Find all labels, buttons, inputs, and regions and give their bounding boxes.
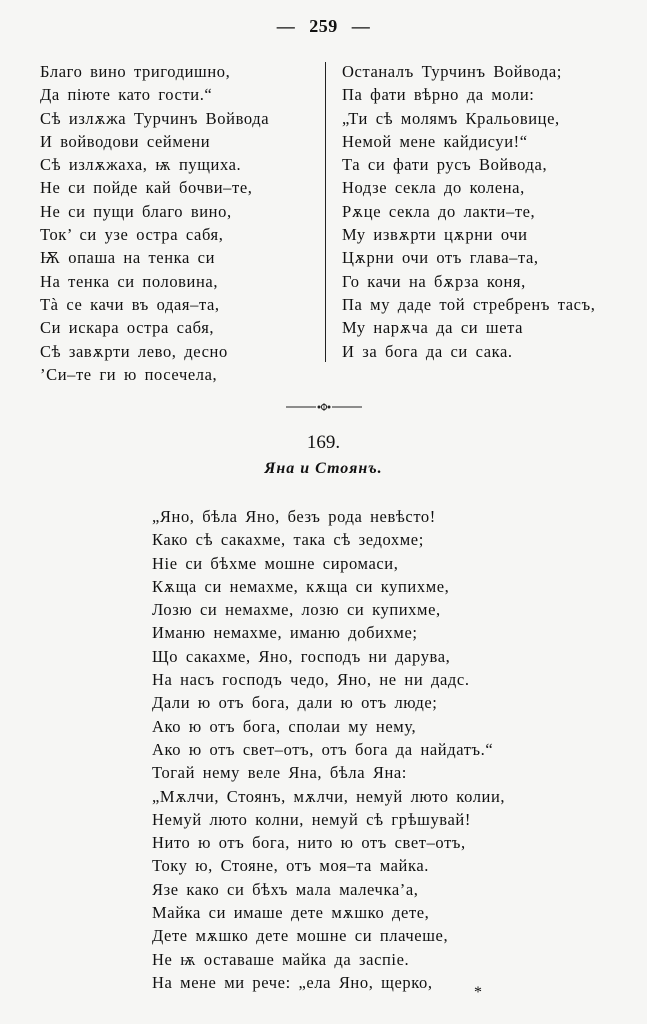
verse-line: „Яно, бѣла Яно, безъ рода невѣсто!: [152, 507, 436, 526]
verse-line: Не си пойде кай бочви–те,: [40, 178, 253, 198]
verse-line: Ѭ опаша на тенка си: [40, 248, 216, 268]
verse-line: Го качи на бѫрза коня,: [342, 271, 526, 291]
verse-line: „Мѫлчи, Стоянъ, мѫлчи, немуй люто колии,: [152, 786, 506, 806]
top-poem-left-column: [40, 60, 310, 386]
footnote-asterisk: *: [474, 984, 482, 1001]
verse-line: На мене ми рече: „ела Яно, щерко,: [152, 972, 433, 992]
verse-line: Да піюте като гости.“: [40, 85, 213, 105]
verse-line: Немуй люто колни, немуй сѣ грѣшувай!: [152, 809, 471, 829]
verse-line: Тогай нему веле Яна, бѣла Яна:: [152, 763, 407, 783]
verse-line: На тенка си половина,: [40, 271, 219, 291]
verse-line: Цѫрни очи отъ глава–та,: [342, 248, 539, 268]
page-number: [0, 16, 647, 37]
ornament-divider-icon: [286, 402, 362, 412]
verse-line: Кѫща си немахме, кѫща си купихме,: [152, 576, 450, 596]
verse-line: Како сѣ сакахме, така сѣ зедохме;: [152, 530, 424, 550]
verse-line: Си искара остра сабя,: [40, 318, 215, 338]
verse-line: Нодзе секла до колена,: [342, 178, 525, 198]
verse-line: ’Си–те ги ю посечела,: [40, 364, 218, 384]
verse-line: Му извѫрти цѫрни очи: [342, 225, 528, 245]
verse-line: Дете мѫшко дете мошне си плачеше,: [152, 926, 449, 946]
page-number-dash-right: —: [351, 16, 371, 36]
verse-line: Дали ю отъ бога, дали ю отъ люде;: [152, 693, 438, 713]
verse-line: Що сакахме, Яно, господъ ни дарува,: [152, 646, 451, 666]
verse-line: Язе како си бѣхъ мала малечка’а,: [152, 879, 419, 899]
verse-line: И за бога да си сака.: [342, 341, 513, 361]
column-divider: [325, 62, 326, 362]
verse-line: Не си пущи благо вино,: [40, 201, 232, 221]
verse-line: Току ю, Стояне, отъ моя–та майка.: [152, 856, 430, 876]
top-poem-right-column: [342, 60, 632, 363]
verse-line: Благо вино тригодишно,: [40, 62, 231, 81]
verse-line: Сѣ излѫжаха, ѭ пущиха.: [40, 155, 242, 175]
verse-line: „Ти сѣ молямъ Кральовице,: [342, 108, 560, 128]
verse-line: Ток’ си узе остра сабя,: [40, 225, 224, 245]
poem-title: Яна и Стоянъ.: [264, 460, 383, 477]
verse-line: Сѣ завѫрти лево, десно: [40, 341, 228, 361]
verse-line: Майка си имаше дете мѫшко дете,: [152, 903, 430, 923]
verse-line: Ніе си бѣхме мошне сиромаси,: [152, 553, 399, 573]
verse-line: Па му даде той стребренъ тасъ,: [342, 294, 596, 314]
page-number-value: 259: [309, 16, 338, 36]
verse-line: Лозю си немахме, лозю си купихме,: [152, 600, 441, 620]
page-number-dash-left: —: [276, 16, 296, 36]
verse-line: Та си фати русъ Войвода,: [342, 155, 548, 175]
verse-line: Тà се качи въ одая–та,: [40, 294, 220, 314]
verse-line: Не ѭ оставаше майка да заспіе.: [152, 949, 410, 969]
verse-line: Му нарѫча да си шета: [342, 318, 524, 338]
verse-line: И войводови сеймени: [40, 131, 211, 151]
verse-line: Останалъ Турчинъ Войвода;: [342, 62, 562, 81]
poem-body: [152, 505, 506, 994]
verse-line: Рѫце секла до лакти–те,: [342, 201, 536, 221]
verse-line: Па фати вѣрно да моли:: [342, 85, 535, 105]
poem-number: 169.: [306, 432, 341, 453]
verse-line: Ако ю отъ свет–отъ, отъ бога да найдатъ.“: [152, 739, 494, 759]
verse-line: На насъ господъ чедо, Яно, не ни дадс.: [152, 670, 470, 690]
verse-line: Иманю немахме, иманю добихме;: [152, 623, 418, 643]
verse-line: Сѣ излѫжа Турчинъ Войвода: [40, 108, 270, 128]
verse-line: Нито ю отъ бога, нито ю отъ свет–отъ,: [152, 833, 466, 853]
verse-line: Немой мене кайдисуи!“: [342, 131, 528, 151]
verse-line: Ако ю отъ бога, сполаи му нему,: [152, 716, 417, 736]
